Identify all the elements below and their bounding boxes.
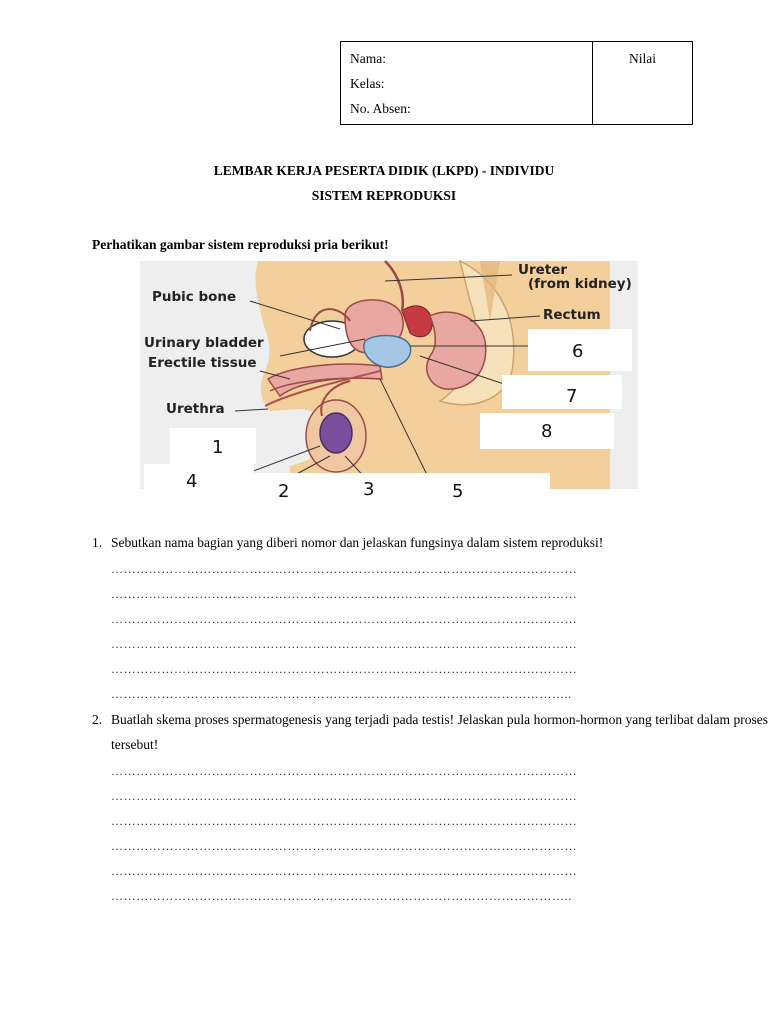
answer-line[interactable]: ………………………………………………………………………………………………… [111, 789, 578, 803]
label-ureter: Ureter [518, 262, 568, 278]
number-7: 7 [566, 386, 578, 407]
testis-shape [320, 413, 352, 453]
label-urinary-bladder: Urinary bladder [144, 335, 264, 351]
number-2: 2 [278, 481, 290, 502]
answer-line[interactable]: ………………………………………………………………………………………………… [111, 764, 578, 778]
number-8: 8 [541, 421, 553, 442]
kelas-field[interactable]: Kelas: [350, 76, 385, 91]
absen-field[interactable]: No. Absen: [350, 101, 411, 116]
answer-line[interactable]: ………………………………………………………………………………………………… [111, 814, 578, 828]
nilai-field[interactable]: Nilai [629, 51, 656, 66]
answer-line[interactable]: ………………………………………………………………………………………………… [111, 612, 578, 626]
number-1: 1 [212, 437, 224, 458]
label-ureter-sub: (from kidney) [528, 276, 632, 292]
question-2-text: Buatlah skema proses spermatogenesis yang terjadi pada testis! Jelaskan pula hormon-hormon yang terlibat dalam proses tersebut! [111, 712, 768, 752]
instruction-text: Perhatikan gambar sistem reproduksi pria berikut! [92, 237, 389, 252]
answer-line[interactable]: ……………………………………………………………………………………………….. [111, 687, 572, 701]
number-6: 6 [572, 341, 584, 362]
number-4: 4 [186, 471, 198, 492]
identity-box [340, 41, 693, 125]
answer-line[interactable]: ……………………………………………………………………………………………….. [111, 889, 572, 903]
question-1-text: Sebutkan nama bagian yang diberi nomor dan jelaskan fungsinya dalam sistem reproduksi! [111, 535, 604, 550]
nama-field[interactable]: Nama: [350, 51, 386, 66]
identity-fields [341, 42, 593, 124]
answer-line[interactable]: ………………………………………………………………………………………………… [111, 864, 578, 878]
label-erectile-tissue: Erectile tissue [148, 355, 257, 371]
anatomy-figure [140, 261, 638, 502]
worksheet-subtitle: SISTEM REPRODUKSI [311, 188, 457, 203]
label-urethra: Urethra [166, 401, 225, 417]
label-pubic-bone: Pubic bone [152, 289, 237, 305]
answer-line[interactable]: ………………………………………………………………………………………………… [111, 637, 578, 651]
answer-line[interactable]: ………………………………………………………………………………………………… [111, 562, 578, 576]
answer-line[interactable]: ………………………………………………………………………………………………… [111, 839, 578, 853]
number-3: 3 [363, 479, 375, 500]
answer-line[interactable]: ………………………………………………………………………………………………… [111, 587, 578, 601]
number-5: 5 [452, 481, 464, 502]
answer-line[interactable]: ………………………………………………………………………………………………… [111, 662, 578, 676]
worksheet-title: LEMBAR KERJA PESERTA DIDIK (LKPD) - INDIVIDU [213, 163, 555, 178]
label-rectum: Rectum [543, 307, 601, 323]
question-1-number: 1. [92, 535, 103, 550]
question-2-number: 2. [92, 712, 103, 727]
